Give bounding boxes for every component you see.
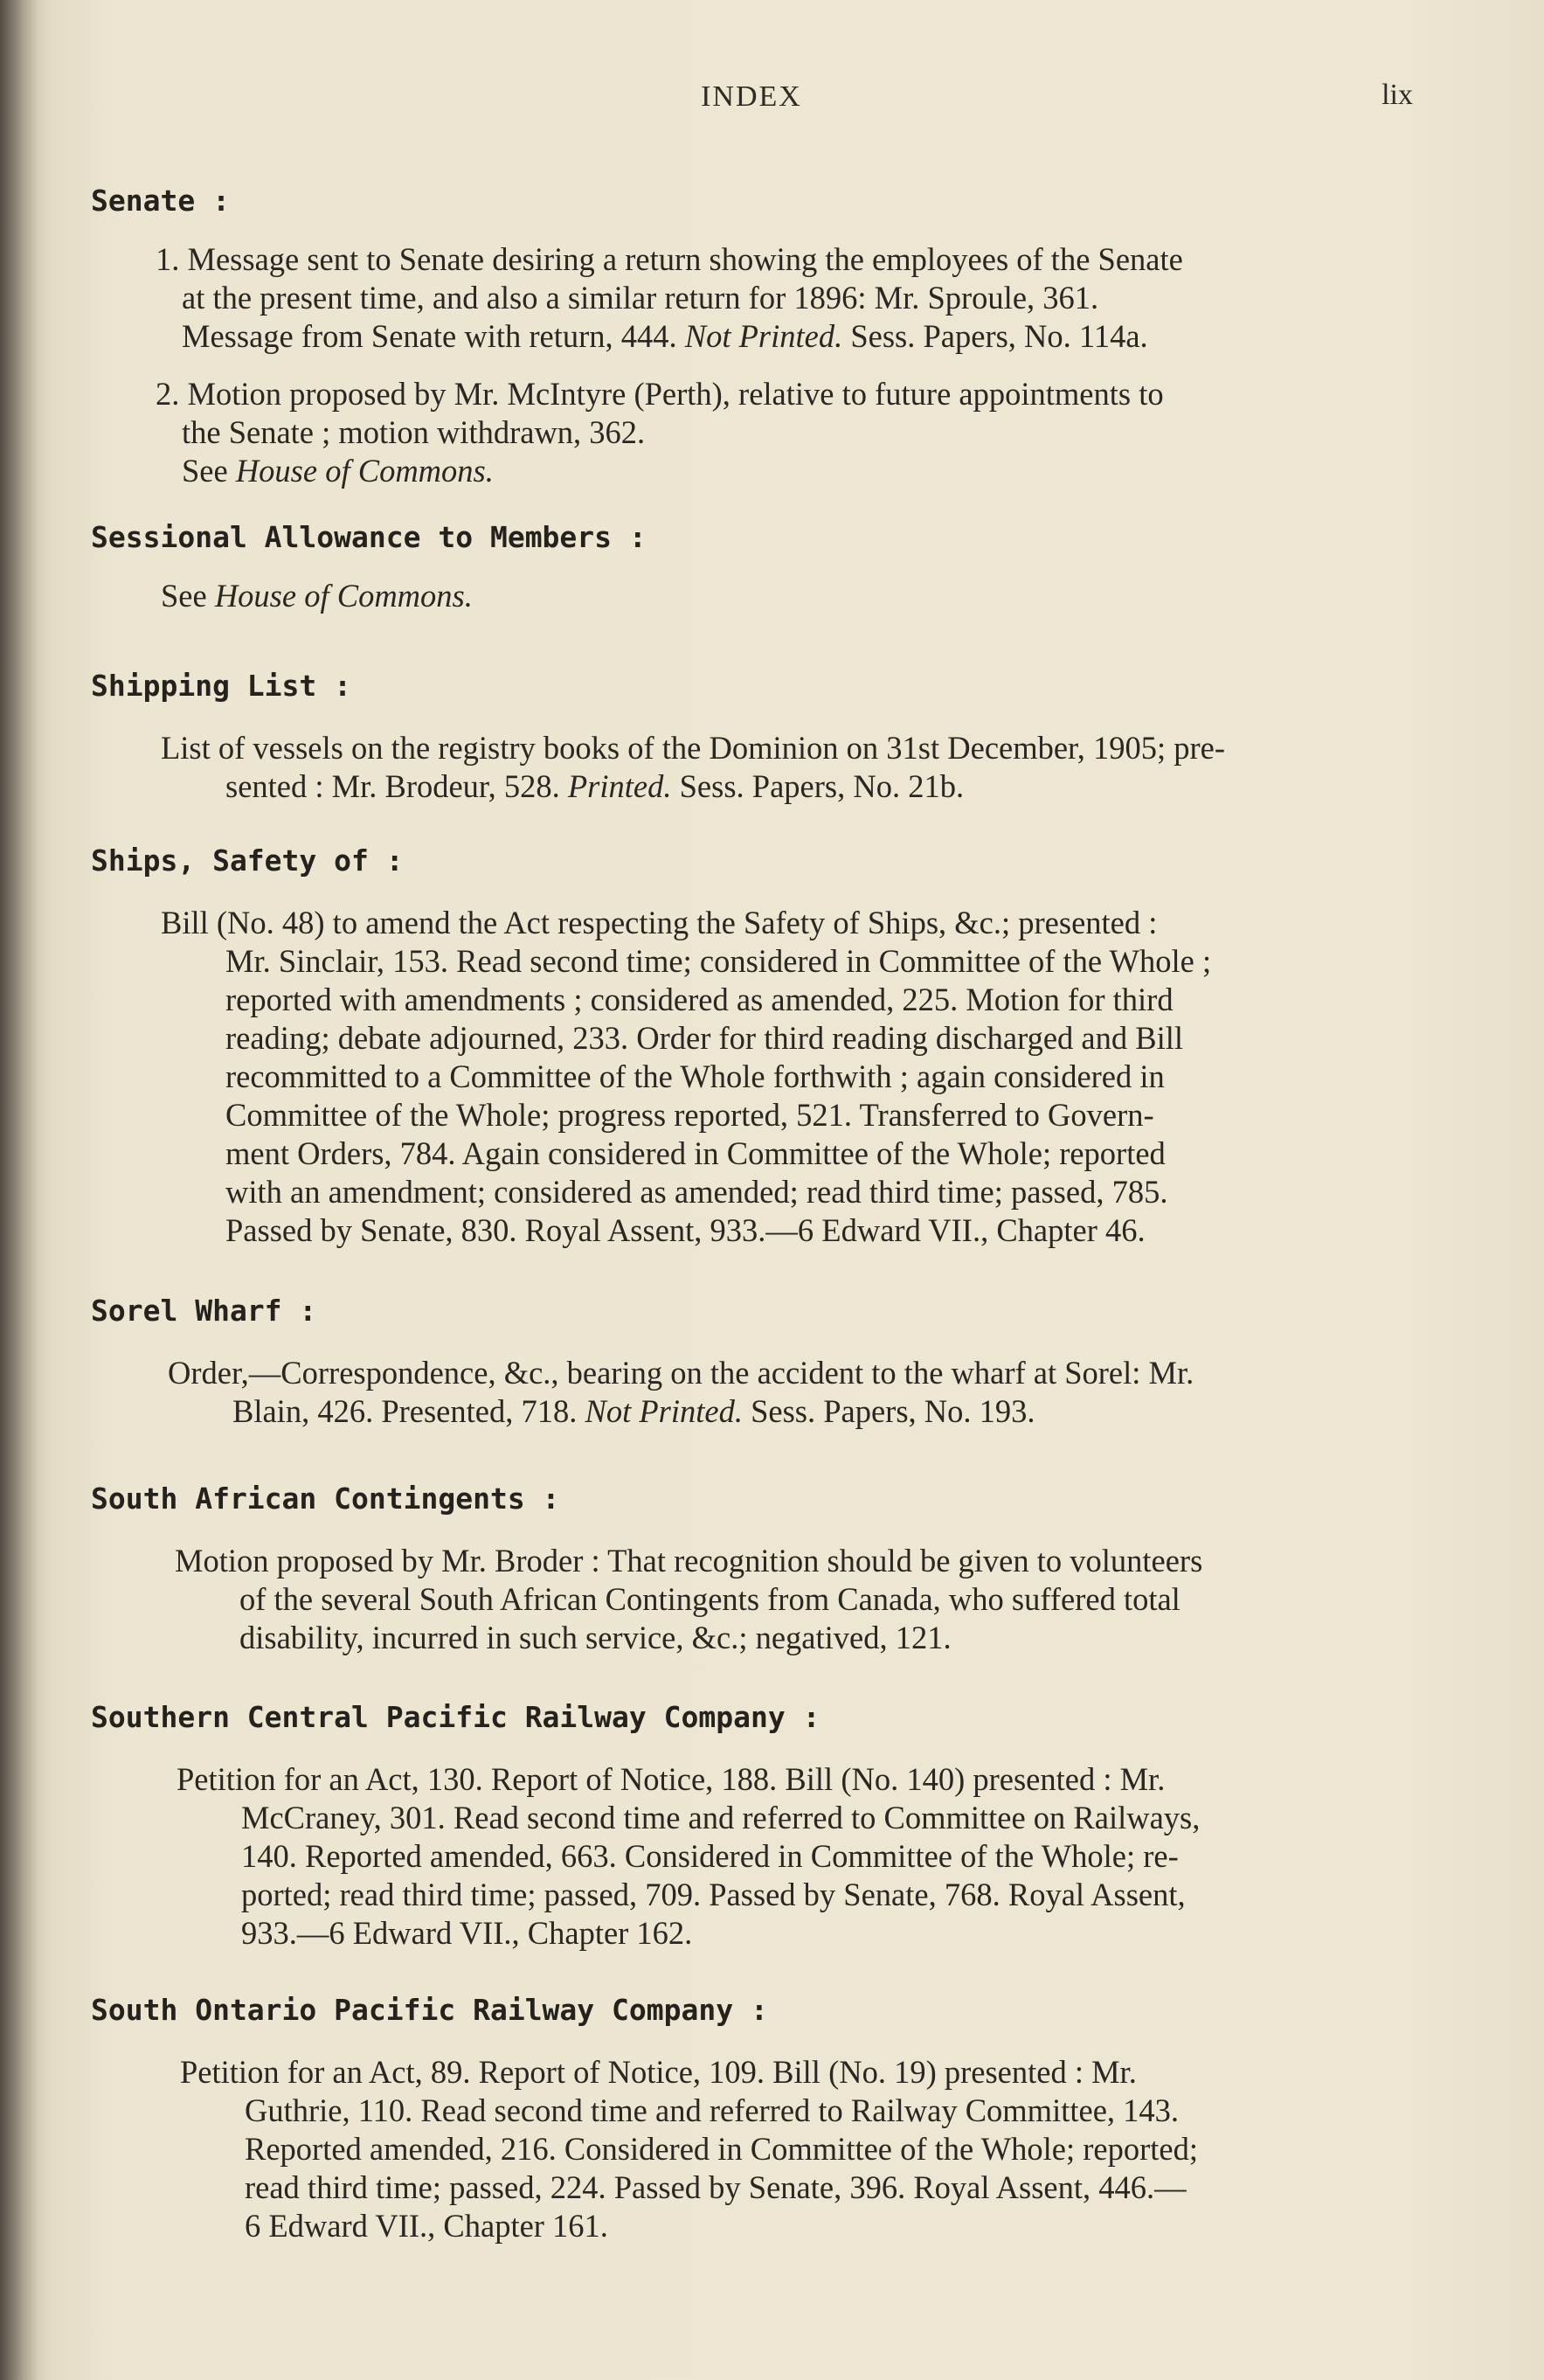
text-line: Petition for an Act, 89. Report of Notice, 109. Bill (No. 19) presented : Mr. (180, 2054, 1137, 2090)
text-line: the Senate ; motion withdrawn, 362. (182, 414, 646, 450)
entry-heading: Shipping List : (91, 669, 352, 703)
text-line: sented : Mr. Brodeur, 528. Printed. Sess. Papers, No. 21b. (225, 768, 965, 804)
text-line: 933.—6 Edward VII., Chapter 162. (241, 1915, 693, 1951)
entry-paragraph (91, 1542, 1428, 1657)
index-entry-senate (91, 184, 1428, 490)
index-entry-sorel-wharf (91, 1294, 1428, 1431)
text-line: 140. Reported amended, 663. Considered in Committee of the Whole; re- (241, 1838, 1179, 1874)
text-line: Petition for an Act, 130. Report of Notice, 188. Bill (No. 140) presented : Mr. (177, 1761, 1166, 1797)
text-line: See House of Commons. (182, 453, 494, 489)
entry-paragraph (91, 904, 1428, 1250)
text-line: Committee of the Whole; progress reported, 521. Transferred to Govern- (225, 1097, 1154, 1133)
text-line: Reported amended, 216. Considered in Committee of the Whole; reported; (245, 2131, 1199, 2167)
entry-heading: South Ontario Pacific Railway Company : (91, 1993, 768, 2027)
entry-paragraph (91, 729, 1428, 806)
entry-heading: South African Contingents : (91, 1481, 560, 1516)
page-number: lix (1381, 79, 1413, 111)
entry-heading: Southern Central Pacific Railway Company : (91, 1700, 820, 1734)
text-line: of the several South African Contingents from Canada, who suffered total (239, 1581, 1181, 1617)
text-line: ment Orders, 784. Again considered in Committee of the Whole; reported (225, 1135, 1166, 1171)
text-line: 2. Motion proposed by Mr. McIntyre (Perth), relative to future appointments to (156, 376, 1164, 412)
text-line: with an amendment; considered as amended; read third time; passed, 785. (225, 1174, 1168, 1210)
text-line: 1. Message sent to Senate desiring a return showing the employees of the Senate (156, 241, 1183, 277)
entry-paragraph (91, 240, 1428, 356)
entry-paragraph (91, 577, 1428, 615)
index-entry-south-ontario-pacific (91, 1993, 1428, 2245)
text-line: Order,—Correspondence, &c., bearing on the accident to the wharf at Sorel: Mr. (168, 1355, 1194, 1391)
entry-paragraph (91, 375, 1428, 490)
index-entry-ships-safety (91, 843, 1428, 1250)
text-line: reading; debate adjourned, 233. Order for third reading discharged and Bill (225, 1020, 1183, 1056)
entry-paragraph (91, 1354, 1428, 1431)
binding-shadow (0, 0, 38, 2380)
index-entry-southern-central-pacific (91, 1700, 1428, 1953)
index-entry-shipping-list (91, 669, 1428, 806)
text-line: ported; read third time; passed, 709. Passed by Senate, 768. Royal Assent, (241, 1877, 1186, 1912)
entry-paragraph (91, 1760, 1428, 1953)
entry-paragraph (91, 2053, 1428, 2245)
running-head: INDEX (701, 80, 802, 113)
text-line: disability, incurred in such service, &c.; negatived, 121. (239, 1620, 952, 1655)
text-line: reported with amendments ; considered as amended, 225. Motion for third (225, 982, 1174, 1017)
text-line: 6 Edward VII., Chapter 161. (245, 2208, 608, 2244)
text-line: Guthrie, 110. Read second time and referred to Railway Committee, 143. (245, 2092, 1180, 2128)
text-line: List of vessels on the registry books of the Dominion on 31st December, 1905; pre- (161, 730, 1226, 766)
text-line: Passed by Senate, 830. Royal Assent, 933.—6 Edward VII., Chapter 46. (225, 1212, 1146, 1248)
text-line: recommitted to a Committee of the Whole forthwith ; again considered in (225, 1058, 1165, 1094)
index-entry-south-african-contingents (91, 1481, 1428, 1657)
text-line: Bill (No. 48) to amend the Act respecting the Safety of Ships, &c.; presented : (161, 905, 1158, 940)
index-entry-sessional-allowance (91, 520, 1428, 615)
entry-heading: Senate : (91, 184, 230, 218)
text-line: Message from Senate with return, 444. Not Printed. Sess. Papers, No. 114a. (182, 318, 1148, 354)
text-line: See House of Commons. (161, 578, 473, 614)
entry-heading: Sessional Allowance to Members : (91, 520, 647, 554)
text-line: at the present time, and also a similar return for 1896: Mr. Sproule, 361. (182, 280, 1099, 316)
text-line: read third time; passed, 224. Passed by Senate, 396. Royal Assent, 446.— (245, 2169, 1187, 2205)
entry-heading: Sorel Wharf : (91, 1294, 317, 1328)
text-line: McCraney, 301. Read second time and referred to Committee on Railways, (241, 1800, 1201, 1835)
text-line: Mr. Sinclair, 153. Read second time; considered in Committee of the Whole ; (225, 943, 1212, 979)
text-line: Blain, 426. Presented, 718. Not Printed. Sess. Papers, No. 193. (232, 1393, 1035, 1429)
text-line: Motion proposed by Mr. Broder : That recognition should be given to volunteers (175, 1543, 1203, 1579)
entry-heading: Ships, Safety of : (91, 843, 404, 878)
